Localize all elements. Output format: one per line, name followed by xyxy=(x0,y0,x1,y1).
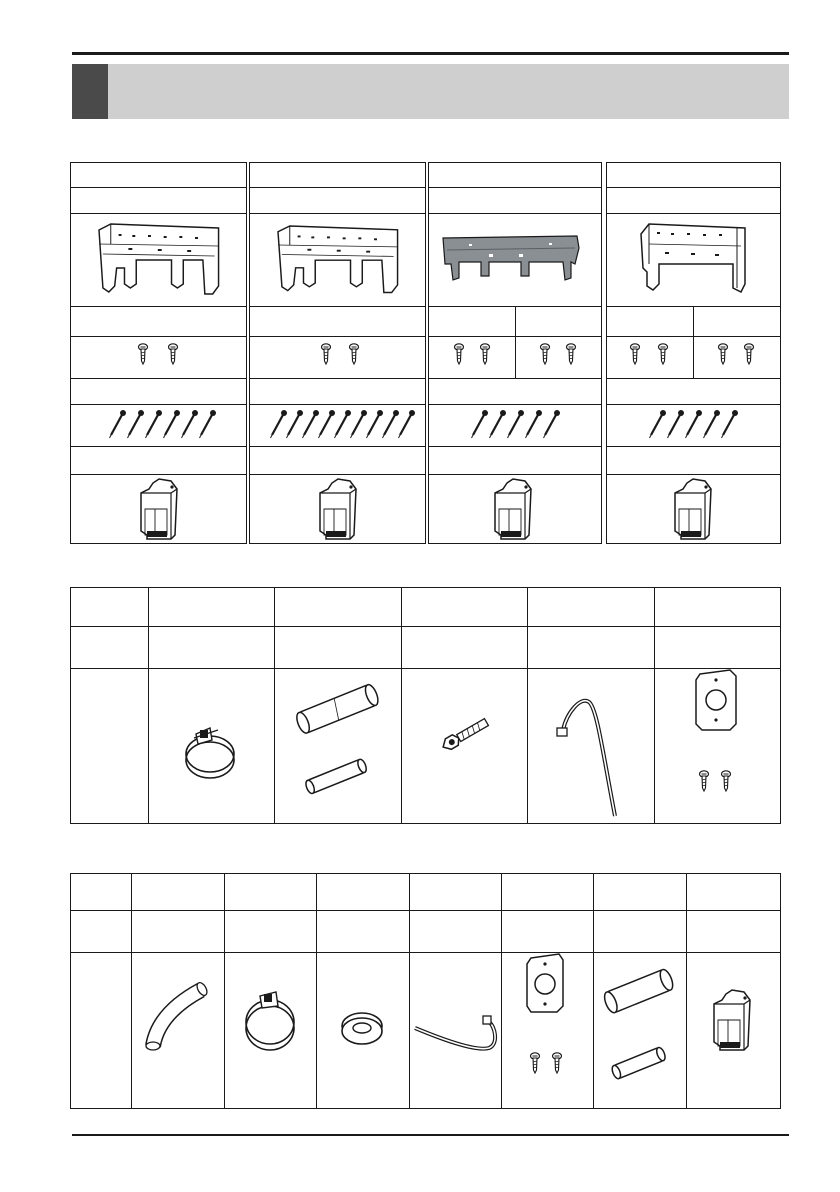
pipe-cover-icon xyxy=(429,475,603,543)
header-label xyxy=(593,874,686,910)
screw-icon xyxy=(429,337,603,379)
pipe-clamp-icon xyxy=(148,668,274,823)
header-label xyxy=(654,588,780,626)
long-screw-icon xyxy=(71,405,248,447)
header-label xyxy=(148,588,274,626)
screw-icon xyxy=(250,337,427,379)
header-label xyxy=(71,588,148,626)
section-header-bar xyxy=(72,64,789,119)
long-screw-label xyxy=(429,379,601,404)
header-label xyxy=(501,874,593,910)
pipe-clamp-icon xyxy=(224,952,316,1108)
installation-plate-icon xyxy=(250,214,427,307)
kit-name xyxy=(429,163,601,187)
header-label xyxy=(686,874,780,910)
pipe-cover-icon xyxy=(607,475,782,543)
bracket-plate-icon xyxy=(501,952,593,1108)
kit-name xyxy=(607,163,780,187)
long-screw-icon xyxy=(607,405,782,447)
insulation-tube-icon xyxy=(593,952,686,1108)
screw-label xyxy=(250,307,425,336)
section-header-tab xyxy=(72,64,108,119)
pipe-cover-icon xyxy=(250,475,427,543)
installation-plate-icon xyxy=(607,214,782,307)
accessory-table-2 xyxy=(70,873,781,1109)
mounting-kit-card-2 xyxy=(249,162,426,544)
long-screw-icon xyxy=(250,405,427,447)
sensor-cable-icon xyxy=(527,668,654,823)
cover-label xyxy=(607,447,780,474)
cover-label xyxy=(250,447,425,474)
long-screw-label xyxy=(607,379,780,404)
header-label xyxy=(131,874,224,910)
mounting-kit-card-1 xyxy=(70,162,247,544)
mounting-kit-card-3 xyxy=(428,162,602,544)
installation-plate-gray-icon xyxy=(429,214,603,307)
kit-name xyxy=(250,163,425,187)
long-screw-icon xyxy=(429,405,603,447)
screw-label xyxy=(71,307,246,336)
header-label xyxy=(527,588,654,626)
insulation-tube-icon xyxy=(274,668,401,823)
installation-plate-icon xyxy=(71,214,248,307)
rubber-washer-icon xyxy=(316,952,409,1108)
top-rule xyxy=(72,52,789,55)
pipe-cover-icon xyxy=(686,952,780,1108)
header-label xyxy=(274,588,401,626)
drain-hose-icon xyxy=(131,952,224,1108)
header-label xyxy=(224,874,316,910)
cover-label xyxy=(71,447,246,474)
header-label xyxy=(71,874,131,910)
header-label xyxy=(401,588,527,626)
long-screw-label xyxy=(71,379,246,404)
screw-label xyxy=(607,307,780,336)
bracket-plate-icon xyxy=(654,668,780,823)
pipe-cover-icon xyxy=(71,475,248,543)
mounting-kit-card-4 xyxy=(606,162,781,544)
screw-icon xyxy=(607,337,782,379)
bolt-icon xyxy=(401,668,527,823)
sensor-cable-icon xyxy=(409,952,501,1108)
cover-label xyxy=(429,447,601,474)
bottom-rule xyxy=(72,1134,789,1136)
header-label xyxy=(316,874,409,910)
kit-name xyxy=(71,163,246,187)
long-screw-label xyxy=(250,379,425,404)
screw-label xyxy=(429,307,601,336)
screw-icon xyxy=(71,337,248,379)
header-label xyxy=(409,874,501,910)
accessory-table-1 xyxy=(70,587,781,824)
